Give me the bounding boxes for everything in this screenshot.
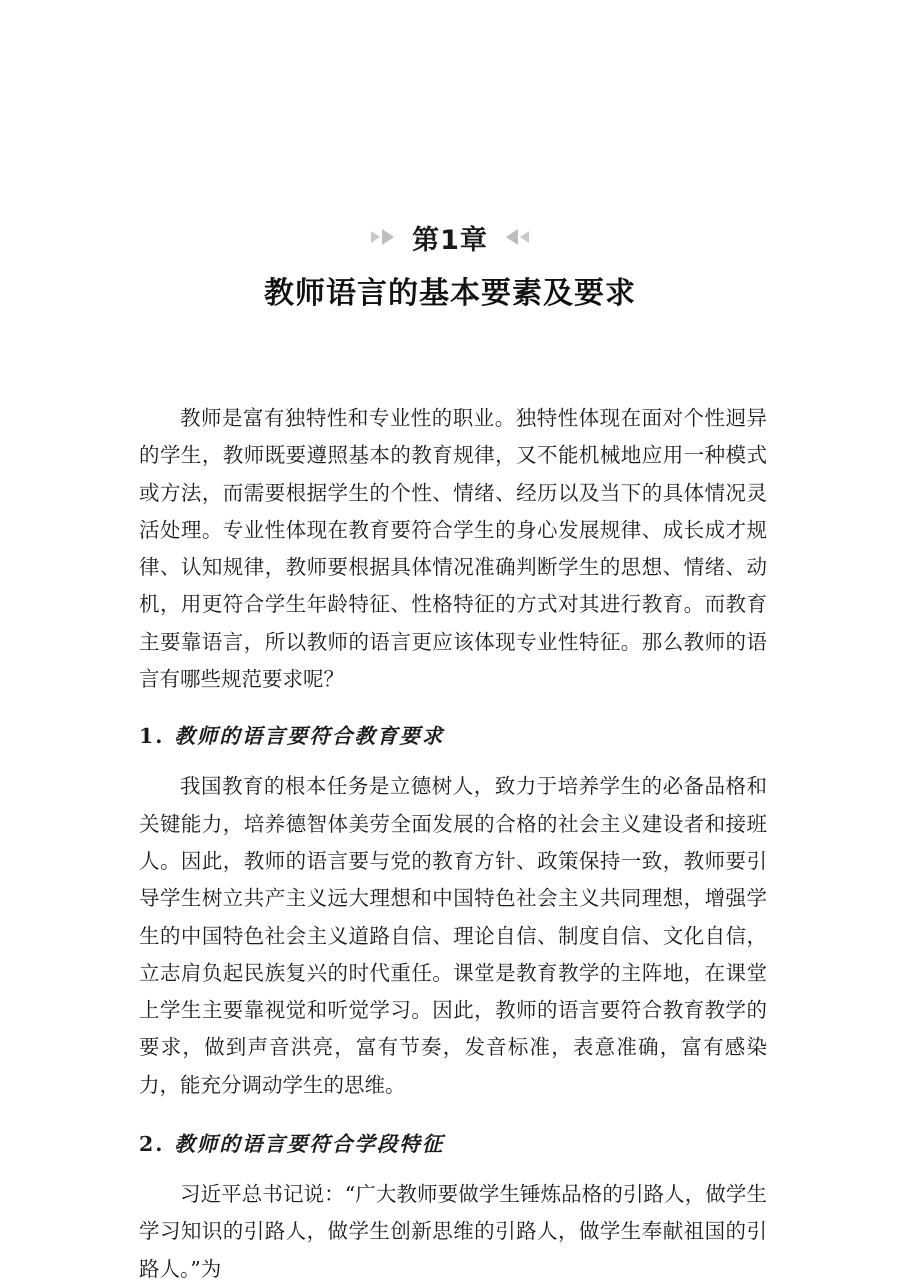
chapter-body — [139, 400, 767, 1288]
section-number-1: 1. — [139, 724, 165, 749]
section-number-2: 2. — [139, 1132, 165, 1157]
intro-paragraph: 教师是富有独特性和专业性的职业。独特性体现在面对个性迥异的学生，教师既要遵照基本的教育规律，又不能机械地应用一种模式或方法，而需要根据学生的个性、情绪、经历以及当下的具体情况灵活处理。专业性体现在教育要符合学生的身心发展规律、成长成才规律、认知规律，教师要根据具体情况准确判断学生的思想、情绪、动机，用更符合学生年龄特征、性格特征的方式对其进行教育。而教育主要靠语言，所以教师的语言更应该体现专业性特征。那么教师的语言有哪些规范要求呢？ — [139, 406, 767, 692]
right-arrows-icon — [371, 229, 394, 245]
chapter-header — [0, 216, 900, 258]
section-paragraph-1: 我国教育的根本任务是立德树人，致力于培养学生的必备品格和关键能力，培养德智体美劳全面发展的合格的社会主义建设者和接班人。因此，教师的语言要与党的教育方针、政策保持一致，教师要引导学生树立共产主义远大理想和中国特色社会主义共同理想，增强学生的中国特色社会主义道路自信、理论自信、制度自信、文化自信，立志肩负起民族复兴的时代重任。课堂是教育教学的主阵地，在课堂上学生主要靠视觉和听觉学习。因此，教师的语言要符合教育教学的要求，做到声音洪亮，富有节奏，发音标准，表意准确，富有感染力，能充分调动学生的思维。 — [139, 774, 767, 1097]
section-heading-1 — [139, 706, 767, 766]
section-heading-text-2: 教师的语言要符合学段特征 — [174, 1132, 445, 1157]
section-heading-2 — [139, 1114, 767, 1174]
section-heading-text-1: 教师的语言要符合教育要求 — [174, 724, 445, 749]
chapter-title: 教师语言的基本要素及要求 — [264, 276, 636, 311]
section-paragraph-2: 习近平总书记说：“广大教师要做学生锤炼品格的引路人，做学生学习知识的引路人，做学生创新思维的引路人，做学生奉献祖国的引路人。”为 — [139, 1182, 767, 1281]
chapter-number: 第1章 — [412, 224, 488, 256]
left-arrows-icon — [506, 229, 529, 245]
